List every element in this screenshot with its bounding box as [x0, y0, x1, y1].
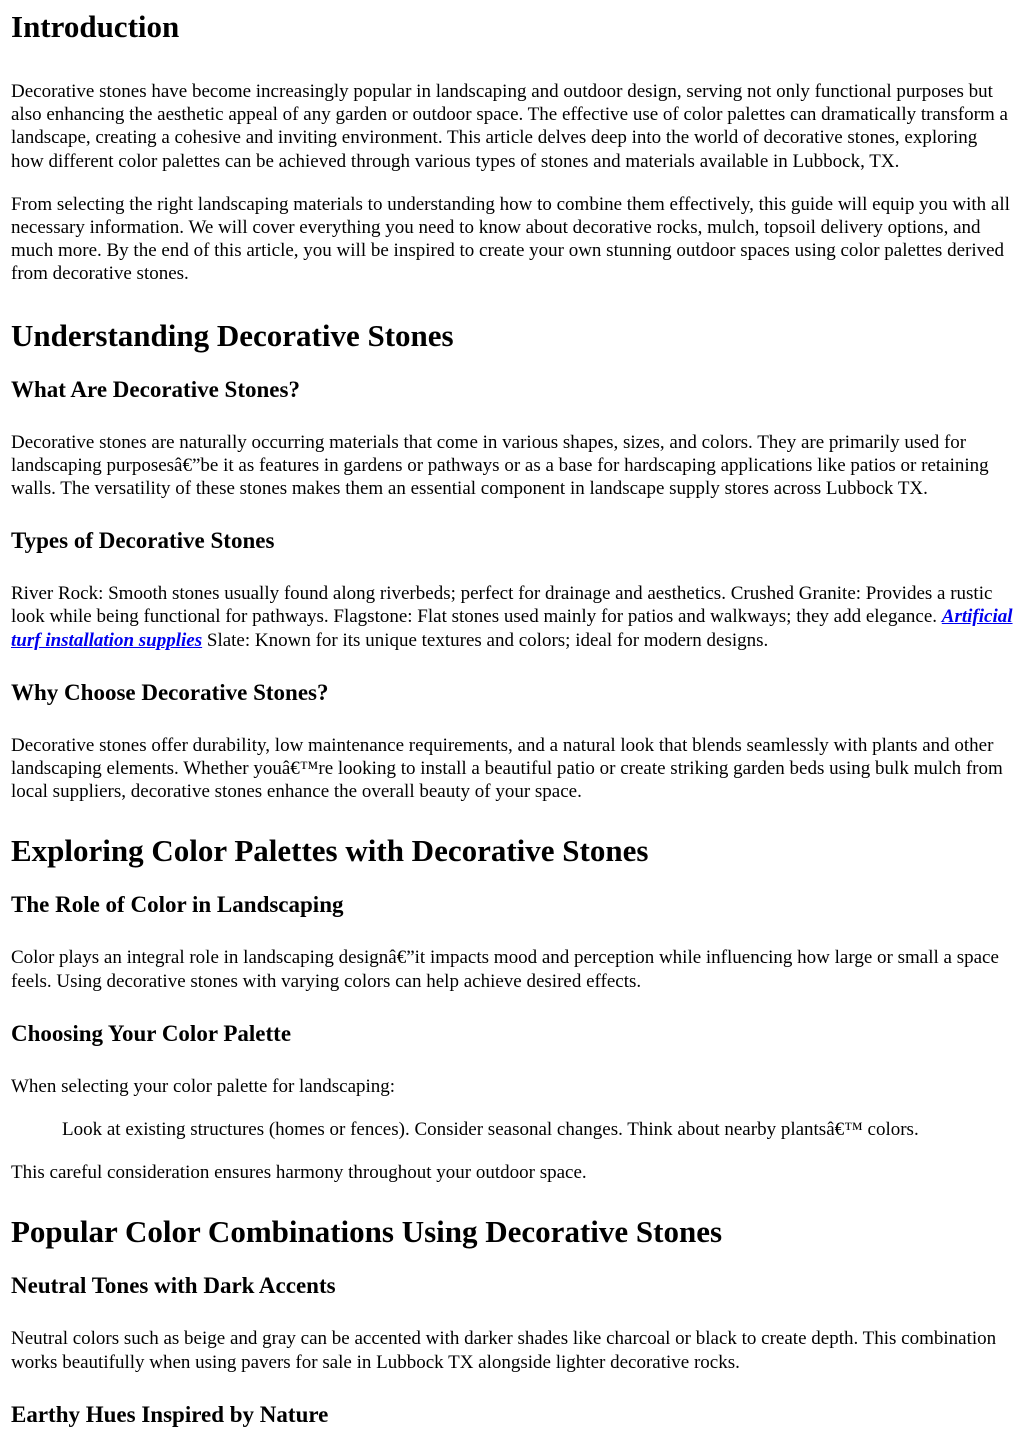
types-paragraph: [11, 582, 1013, 652]
types-text-before: River Rock: Smooth stones usually found along riverbeds; perfect for drainage and aesthetics. Crushed Granite: Provides a rustic look while being functional for pathways. Flagstone: Flat stones used mainly for patios and walkways; they add elegance.: [11, 583, 993, 628]
choosing-list: Look at existing structures (homes or fences). Consider seasonal changes. Think about nearby plantsâ€™ colors.: [62, 1119, 919, 1141]
neutral-paragraph: Neutral colors such as beige and gray can be accented with darker shades like charcoal or black to create depth. This combination works beautifully when using pavers for sale in Lubbock TX alongside lighter decorative rocks.: [11, 1328, 997, 1373]
intro-paragraph-1: Decorative stones have become increasingly popular in landscaping and outdoor design, serving not only functional purposes but also enhancing the aesthetic appeal of any garden or outdoor space. The effective use of color palettes can dramatically transform a landscape, creating a cohesive and inviting environment. This article delves deep into the world of decorative stones, exploring how different color palettes can be achieved through various types of stones and materials available in Lubbock, TX.: [11, 81, 1008, 172]
choosing-end-paragraph: This careful consideration ensures harmony throughout your outdoor space.: [11, 1162, 587, 1184]
subheading-earthy: Earthy Hues Inspired by Nature: [11, 1401, 329, 1427]
intro-paragraph-2: From selecting the right landscaping materials to understanding how to combine them effectively, this guide will equip you with all necessary information. We will cover everything you need to know about decorative rocks, mulch, topsoil delivery options, and much more. By the end of this article, you will be inspired to create your own stunning outdoor spaces using color palettes derived from decorative stones.: [11, 193, 1010, 285]
subheading-what-are: What Are Decorative Stones?: [11, 376, 300, 402]
heading-popular: Popular Color Combinations Using Decorative Stones: [11, 1214, 723, 1250]
subheading-types: Types of Decorative Stones: [11, 528, 275, 554]
why-choose-paragraph: Decorative stones offer durability, low maintenance requirements, and a natural look that blends seamlessly with plants and other landscaping elements. Whether youâ€™re looking to install a beautiful patio or create striking garden beds using bulk mulch from local suppliers, decorative stones enhance the overall beauty of your space.: [11, 734, 1003, 803]
types-text-after: Slate: Known for its unique textures and colors; ideal for modern designs.: [202, 629, 769, 651]
heading-introduction: Introduction: [11, 9, 180, 44]
heading-understanding: Understanding Decorative Stones: [11, 317, 454, 353]
heading-exploring: Exploring Color Palettes with Decorative Stones: [11, 833, 649, 869]
choosing-paragraph: When selecting your color palette for landscaping:: [11, 1075, 396, 1097]
subheading-why-choose: Why Choose Decorative Stones?: [11, 679, 329, 705]
what-are-paragraph: Decorative stones are naturally occurring materials that come in various shapes, sizes, and colors. They are primarily used for landscaping purposesâ€”be it as features in gardens or pathways or as a base for hardscaping applications like patios or retaining walls. The versatility of these stones makes them an essential component in landscape supply stores across Lubbock TX.: [11, 431, 989, 500]
role-paragraph: Color plays an integral role in landscaping designâ€”it impacts mood and perception while influencing how large or small a space feels. Using decorative stones with varying colors can help achieve desired effects.: [11, 947, 999, 992]
subheading-role-of-color: The Role of Color in Landscaping: [11, 892, 344, 918]
artificial-turf-link[interactable]: Artificial turf installation supplies: [11, 606, 1013, 651]
subheading-neutral: Neutral Tones with Dark Accents: [11, 1273, 336, 1299]
subheading-choosing-palette: Choosing Your Color Palette: [11, 1020, 292, 1046]
